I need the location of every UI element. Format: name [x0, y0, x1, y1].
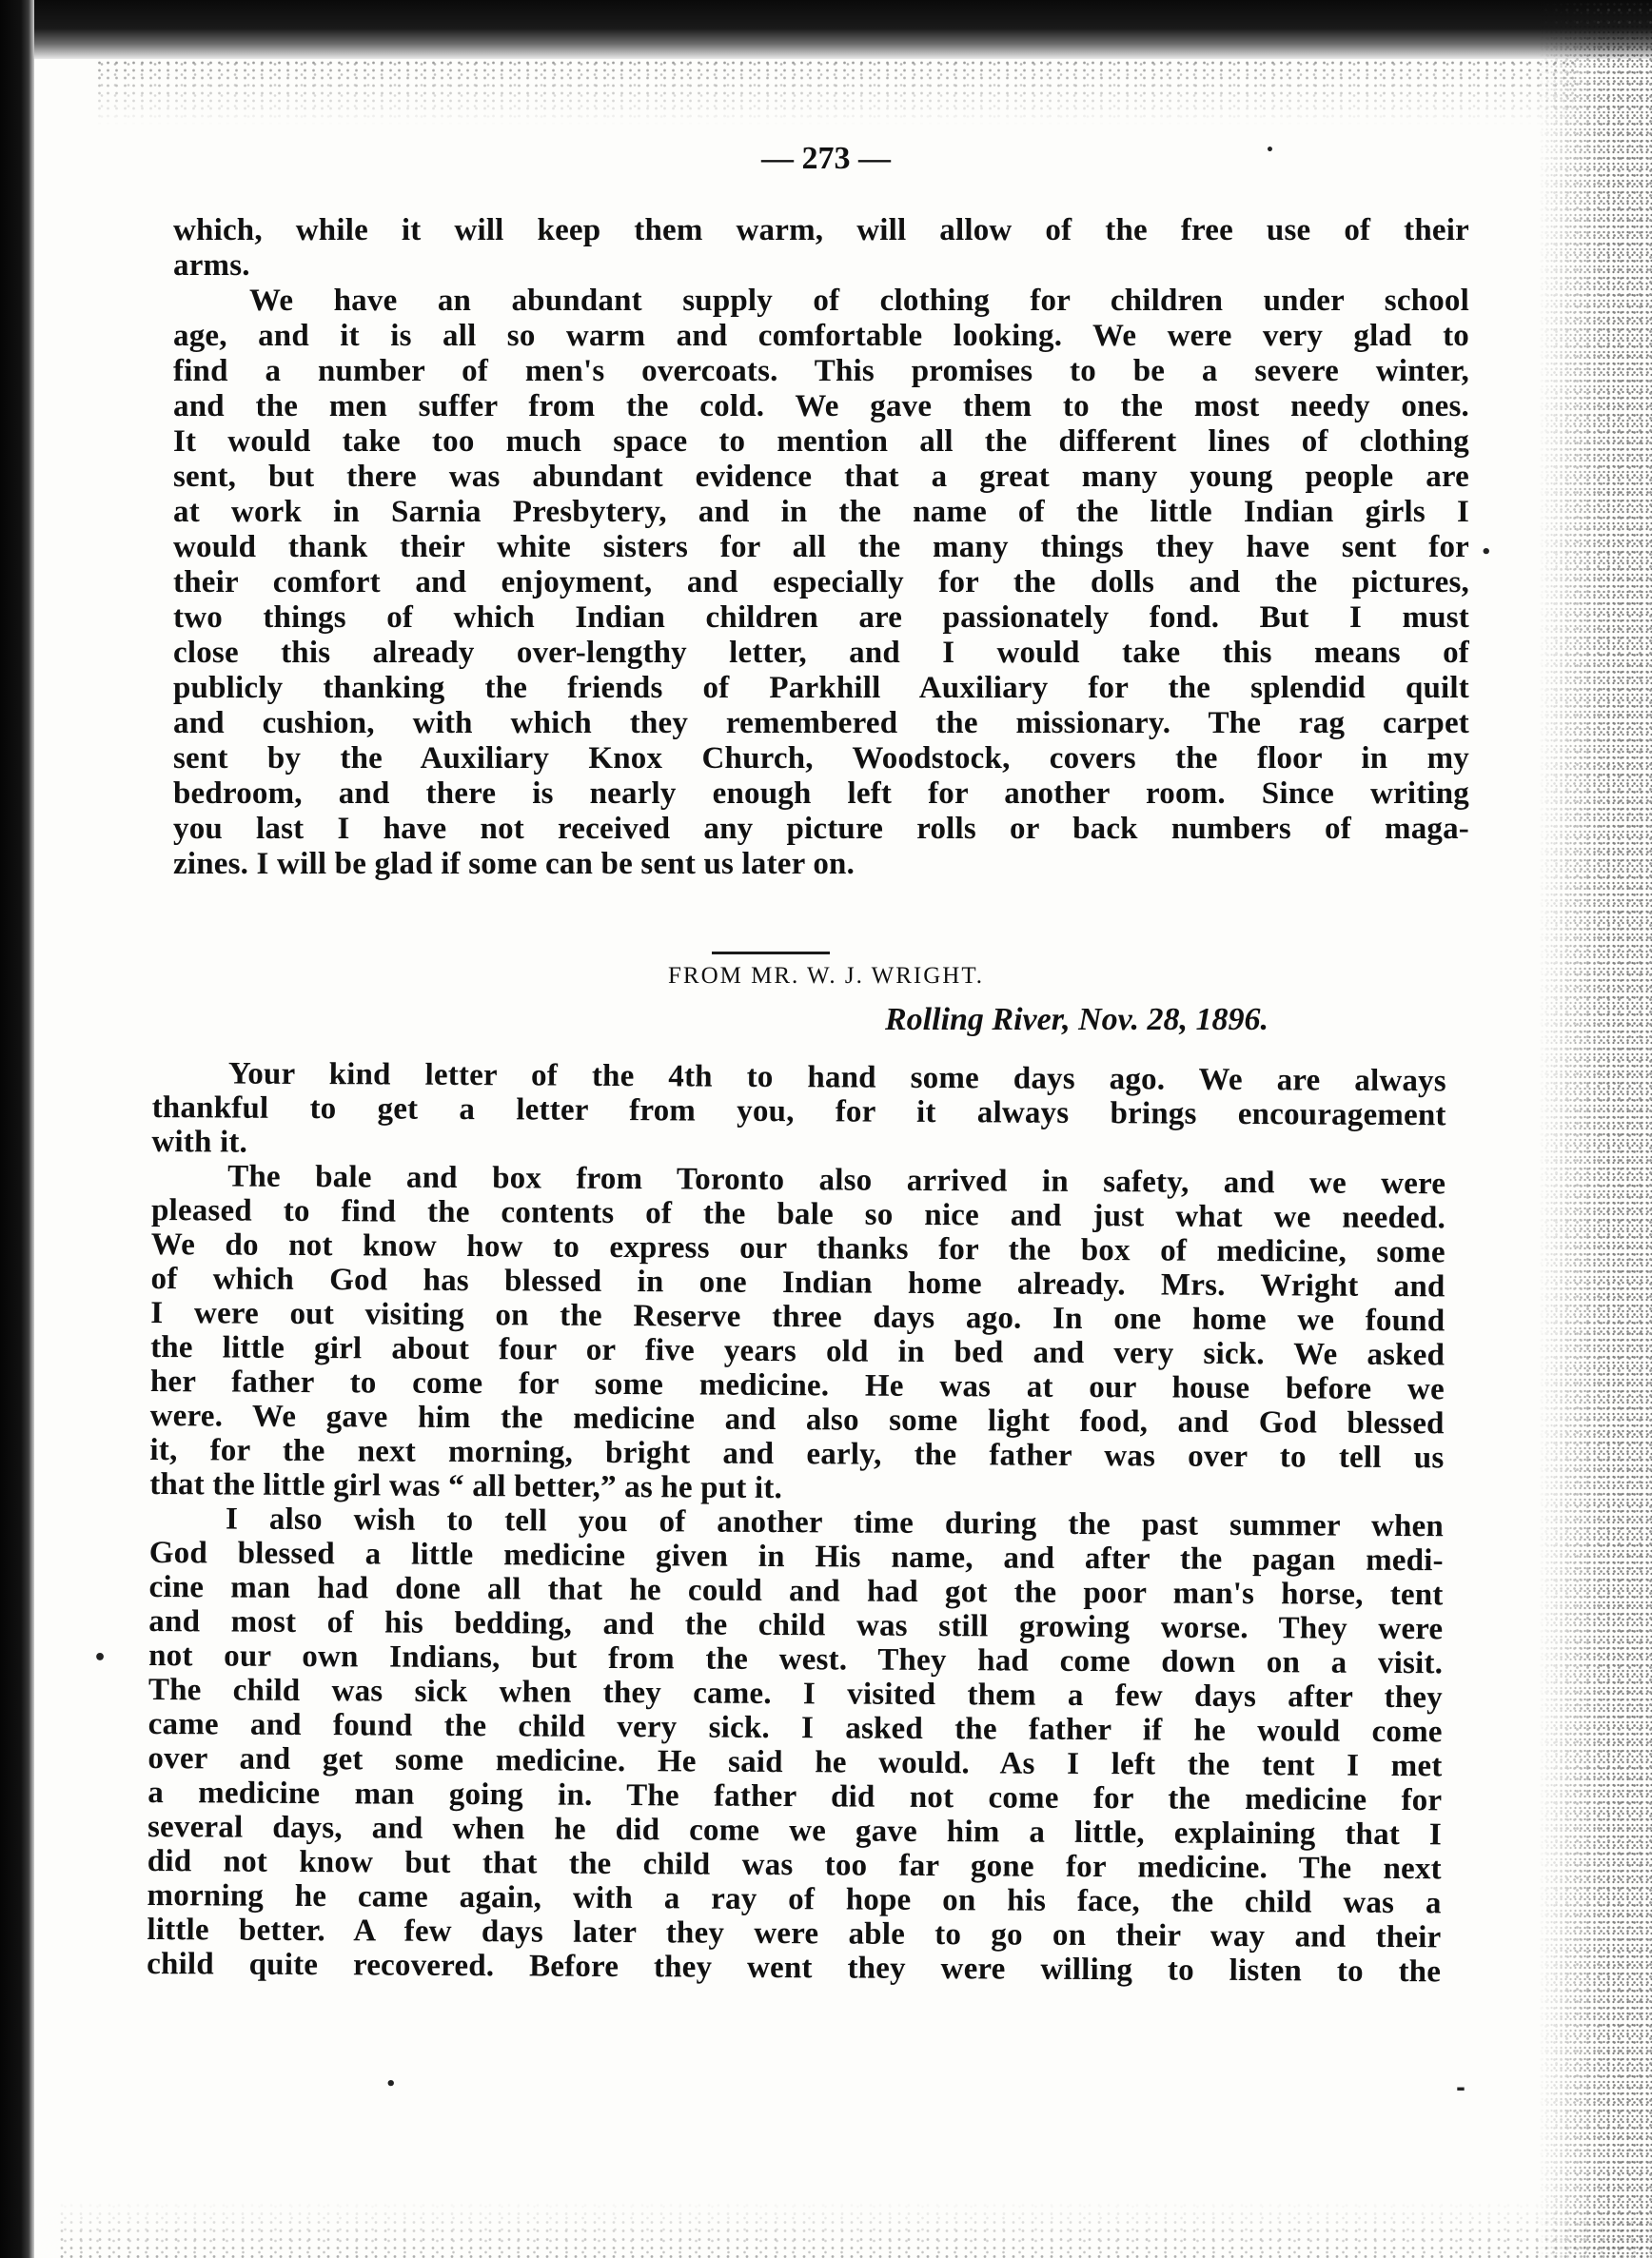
page-number: — 273 — — [761, 141, 891, 176]
scan-noise-top — [95, 59, 1580, 126]
section-divider — [712, 952, 830, 954]
text-line: child quite recovered. Before they went they were willing to listen to the — [147, 1946, 1442, 1990]
letter-body — [147, 1056, 1446, 1989]
text-line: zines. I will be glad if some can be sent us later on. — [173, 847, 856, 881]
scan-dot: • — [1481, 542, 1492, 562]
text-line: I also wish to tell you of another time during the past summer when — [225, 1502, 1445, 1544]
text-line: and most of his bedding, and the child was still growing worse. They were — [148, 1603, 1444, 1647]
text-line: did not know but that the child was too far gone for medicine. The next — [147, 1843, 1442, 1887]
text-line: it, for the next morning, bright and early, the father was over to tell us — [149, 1432, 1445, 1476]
text-line: and cushion, with which they remembered the missionary. The rag carpet — [173, 706, 1469, 740]
text-line: We do not know how to express our thanks for the box of medicine, some — [150, 1227, 1446, 1270]
scan-dash: - — [1456, 2074, 1465, 2101]
text-line: at work in Sarnia Presbytery, and in the name of the little Indian girls I — [173, 495, 1469, 529]
text-line: the little girl about four or five years old in bed and very sick. We asked — [150, 1329, 1446, 1373]
text-line: her father to come for some medicine. He was at our house before we — [149, 1364, 1445, 1407]
text-line: God blessed a little medicine given in His name, and after the pagan medi- — [148, 1535, 1444, 1579]
text-line: not our own Indians, but from the west. They had come down on a visit. — [148, 1638, 1444, 1681]
text-line: would thank their white sisters for all the many things they have sent for — [173, 530, 1469, 564]
scan-dot: • — [385, 2074, 397, 2094]
text-line: The child was sick when they came. I visited them a few days after they — [148, 1672, 1444, 1716]
text-line: We have an abundant supply of clothing for children under school — [249, 284, 1469, 318]
letter-dateline: Rolling River, Nov. 28, 1896. — [885, 1002, 1268, 1037]
text-line: publicly thanking the friends of Parkhill Auxiliary for the splendid quilt — [173, 671, 1469, 705]
text-line: morning he came again, with a ray of hope on his face, the child was a — [147, 1877, 1442, 1921]
text-line: sent, but there was abundant evidence that a great many young people are — [173, 460, 1469, 494]
text-line: bedroom, and there is nearly enough left for another room. Since writing — [173, 776, 1469, 811]
text-line: I were out visiting on the Reserve three days ago. In one home we found — [150, 1295, 1446, 1339]
letter-continuation — [173, 213, 1469, 882]
scan-noise-right — [1538, 0, 1652, 2258]
text-line: came and found the child very sick. I asked the father if he would come — [148, 1706, 1443, 1750]
text-line: pleased to find the contents of the bale so nice and just what we needed. — [150, 1192, 1446, 1236]
letter-heading: FROM MR. W. J. WRIGHT. — [667, 963, 984, 989]
text-line: It would take too much space to mention all the different lines of clothing — [173, 424, 1469, 459]
text-line: age, and it is all so warm and comfortable looking. We were very glad to — [173, 319, 1469, 353]
binding-edge — [0, 0, 34, 2258]
text-line: Your kind letter of the 4th to hand some days ago. We are always — [227, 1056, 1446, 1099]
text-line: cine man had done all that he could and had got the poor man's horse, tent — [148, 1569, 1444, 1613]
text-line: several days, and when he did come we gave him a little, explaining that I — [147, 1809, 1443, 1853]
text-line: over and get some medicine. He said he would. As I left the tent I met — [148, 1740, 1443, 1784]
text-line: and the men suffer from the cold. We gave them to the most needy ones. — [173, 389, 1469, 423]
text-line: with it. — [151, 1124, 248, 1160]
text-line: which, while it will keep them warm, will allow of the free use of their — [173, 213, 1469, 247]
scan-noise-bottom — [57, 2201, 1652, 2258]
text-line: you last I have not received any picture rolls or back numbers of maga- — [173, 812, 1469, 846]
text-line: find a number of men's overcoats. This promises to be a severe winter, — [173, 354, 1469, 388]
scan-top-shadow — [0, 0, 1652, 59]
text-line: close this already over-lengthy letter, and I would take this means of — [173, 636, 1469, 670]
text-line: that the little girl was “ all better,” as he put it. — [149, 1466, 783, 1506]
text-line: thankful to get a letter from you, for it always brings encouragement — [151, 1090, 1446, 1133]
scan-dot: • — [93, 1646, 108, 1670]
text-line: The bale and box from Toronto also arrived in safety, and we were — [227, 1159, 1446, 1202]
text-line: a medicine man going in. The father did not come for the medicine for — [148, 1775, 1443, 1818]
scan-dot: • — [1266, 143, 1274, 158]
text-line: two things of which Indian children are passionately fond. But I must — [173, 600, 1469, 635]
text-line: their comfort and enjoyment, and especially for the dolls and the pictures, — [173, 565, 1469, 599]
text-line: of which God has blessed in one Indian home already. Mrs. Wright and — [150, 1261, 1446, 1305]
text-line: little better. A few days later they were able to go on their way and their — [147, 1912, 1442, 1955]
text-line: sent by the Auxiliary Knox Church, Woodstock, covers the floor in my — [173, 741, 1469, 776]
text-line: were. We gave him the medicine and also some light food, and God blessed — [149, 1398, 1445, 1442]
text-line: arms. — [173, 248, 250, 283]
